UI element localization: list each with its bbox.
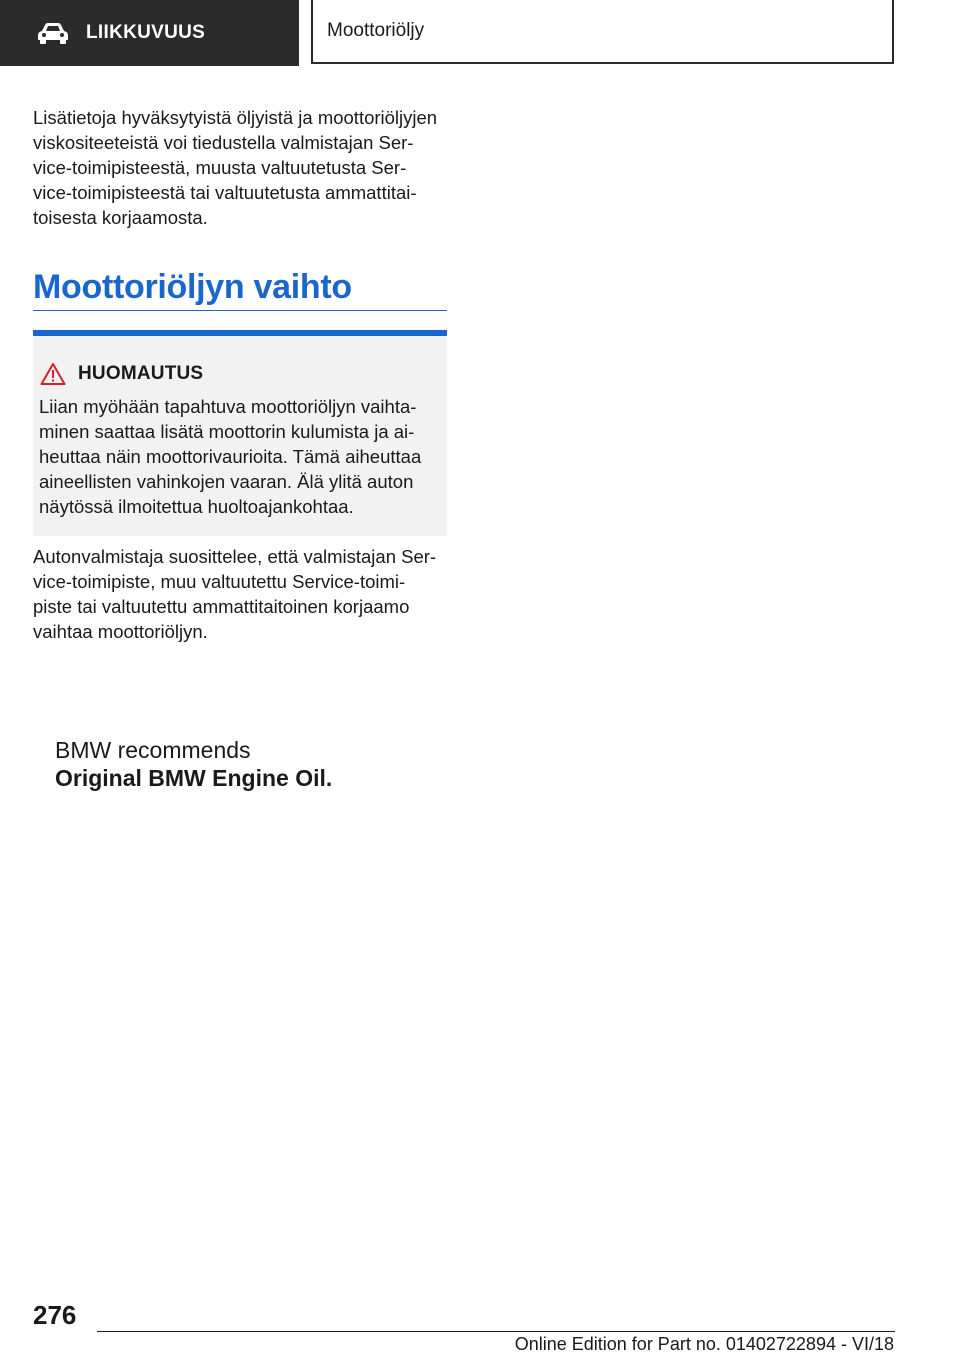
- text-line: viskositeeteistä voi tiedustella valmistajan Ser‐: [33, 132, 414, 153]
- section-label: LIIKKUVUUS: [86, 22, 206, 43]
- text-line: aineellisten vahinkojen vaaran. Älä ylitä auton: [39, 471, 414, 492]
- recommendation-line: BMW recommends: [55, 737, 251, 763]
- text-line: toisesta korjaamosta.: [33, 207, 208, 228]
- text-line: vaihtaa moottoriöljyn.: [33, 621, 208, 642]
- text-line: näytössä ilmoitettua huoltoajankohtaa.: [39, 496, 354, 517]
- text-line: piste tai valtuutettu ammattitaitoinen korjaamo: [33, 596, 410, 617]
- page-number: 276: [33, 1300, 77, 1330]
- text-line: minen saattaa lisätä moottorin kulumista ja ai‐: [39, 421, 415, 442]
- warning-triangle-icon: [40, 362, 66, 386]
- car-icon: [36, 22, 70, 44]
- text-line: vice-toimipiste, muu valtuutettu Service-toimi‐: [33, 571, 406, 592]
- notice-title: HUOMAUTUS: [78, 363, 204, 384]
- text-line: heuttaa näin moottorivaurioita. Tämä aiheuttaa: [39, 446, 422, 467]
- body-paragraph: [33, 544, 447, 644]
- bmw-recommendation: [55, 736, 332, 792]
- topic-title: Moottoriöljy: [311, 0, 894, 64]
- section-heading: Moottoriöljyn vaihto: [33, 268, 352, 306]
- section-tab[interactable]: [0, 0, 299, 66]
- heading-divider: [33, 310, 447, 311]
- footer-edition: Online Edition for Part no. 01402722894 - VI/18: [514, 1334, 894, 1354]
- notice-box: [33, 330, 447, 536]
- page-header: [0, 0, 960, 66]
- text-line: vice-toimipisteestä, muusta valtuutetusta Ser‐: [33, 157, 407, 178]
- text-line: vice-toimipisteestä tai valtuutetusta ammattitai‐: [33, 182, 417, 203]
- text-line: Liian myöhään tapahtuva moottoriöljyn vaihta‐: [39, 396, 417, 417]
- text-line: Autonvalmistaja suosittelee, että valmistajan Ser‐: [33, 546, 437, 567]
- footer-divider: [97, 1331, 895, 1332]
- intro-paragraph: [33, 105, 447, 230]
- notice-header: [40, 362, 203, 386]
- text-line: Lisätietoja hyväksytyistä öljyistä ja moottoriöljyjen: [33, 107, 438, 128]
- recommendation-product: Original BMW Engine Oil.: [55, 765, 333, 791]
- notice-text: [39, 394, 443, 519]
